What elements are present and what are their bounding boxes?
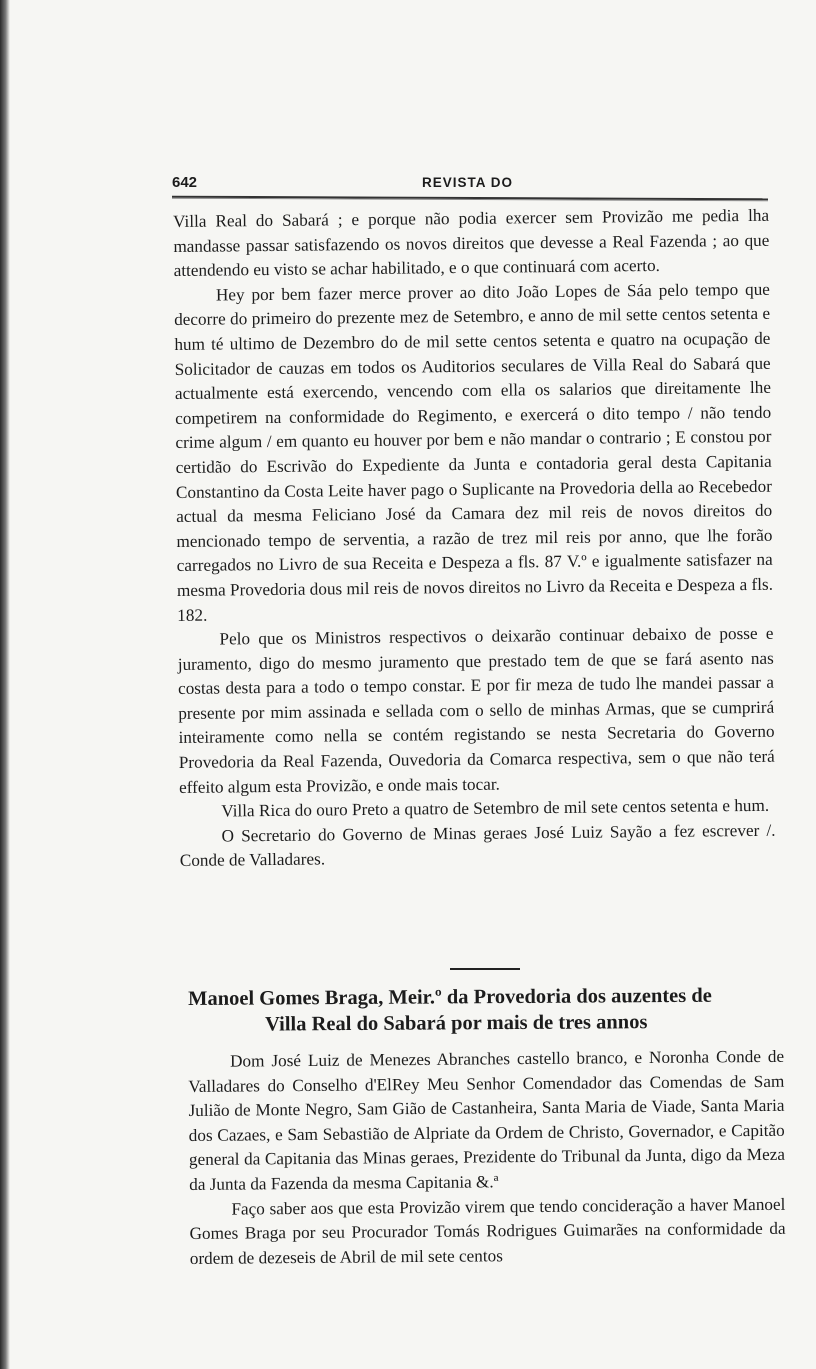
section-heading-line-1: Manoel Gomes Braga, Meir.º da Provedoria dos auzentes de	[188, 984, 712, 1010]
document-text-block-2	[188, 1045, 786, 1272]
document-text-block-1	[173, 204, 776, 874]
paragraph-execution: Pelo que os Ministros respectivos o deixarão continuar debaixo de posse e juramento, digo do mesmo juramento que prestado tem de que se fará asento nas costas desta para a todo o tempo constar. E por fir meza de tudo lhe mandei passar a presente por mim assinada e sellada com o sello de minhas Armas, que se cumprirá inteiramente como nella se contém registando se nesta Secretaria do Governo Provedoria da Real Fazenda, Ouvedoria da Comarca respectiva, sem o que não terá effeito algum esta Provizão, e onde mais tocar.	[177, 623, 775, 797]
paragraph-continuation: Villa Real do Sabará ; e porque não podia exercer sem Provizão me pedia lha mandasse passar satisfazendo os novos direitos que devesse a Real Fazenda ; ao que attendendo eu visto se achar habilitado, e o que continuará com acerto.	[173, 205, 770, 281]
page-binding-edge	[0, 0, 10, 1369]
section-separator	[450, 968, 520, 970]
header-rule	[172, 196, 768, 202]
page-header	[172, 174, 768, 194]
paragraph-place-date: Villa Rica do ouro Preto a quatro de Setembro de mil sete centos setenta e hum.	[221, 796, 770, 821]
paragraph-announcement: Faço saber aos que esta Provizão virem que tendo concideração a haver Manoel Gomes Braga por seu Procurador Tomás Rodrigues Guimarães na conformidade da ordem de dezeseis de Abril de mil sete centos	[189, 1194, 786, 1268]
paragraph-decree: Hey por bem fazer merce prover ao dito João Lopes de Sáa pelo tempo que decorre do primeiro do prezente mez de Setembro, e anno de mil sette centos setenta e hum té ultimo de Dezembro do de mil sette centos setenta e quatro na ocupação de Solicitador de cauzas em todos os Auditorios seculares de Villa Real do Sabará que actualmente está exercendo, vencendo com ella os salarios que direitamente lhe competirem na conformidade do Regimento, e exercerá o dito tempo / não tendo crime algum / em quanto eu houver por bem e não mandar o contrario ; E constou por certidão do Escrivão do Expediente da Junta e contadoria geral desta Capitania Constantino da Costa Leite haver pago o Suplicante na Provedoria della ao Recebedor actual da mesma Feliciano José da Camara dez mil reis de novos direitos do mencionado tempo de serventia, a razão de trez mil reis por anno, que lhe forão carregados no Livro de sua Receita e Despeza a fls. 87 V.º e igualmente satisfazer na mesma Provedoria dous mil reis de novos direitos no Livro da Receita e Despeza a fls. 182.	[174, 279, 774, 625]
paragraph-signature: O Secretario do Governo de Minas geraes José Luiz Sayão a fez escrever /. Conde de Valladares.	[179, 820, 776, 871]
running-title: REVISTA DO	[422, 175, 514, 190]
section-heading-line-2: Villa Real do Sabará por mais de tres annos	[264, 1011, 648, 1036]
page-number: 642	[172, 174, 198, 191]
paragraph-titles: Dom José Luiz de Menezes Abranches castello branco, e Noronha Conde de Valladares do Conselho d'ElRey Meu Senhor Comendador das Comendas de Sam Julião de Monte Negro, Sam Gião de Castanheira, Santa Maria de Viade, Santa Maria dos Cazaes, e Sam Sebastião de Alpriate da Ordem de Christo, Governador, e Capitão general da Capitania das Minas geraes, Prezidente do Tribunal da Junta, digo da Meza da Junta da Fazenda da mesma Capitania &.ª	[188, 1046, 786, 1194]
section-heading	[188, 982, 784, 1038]
